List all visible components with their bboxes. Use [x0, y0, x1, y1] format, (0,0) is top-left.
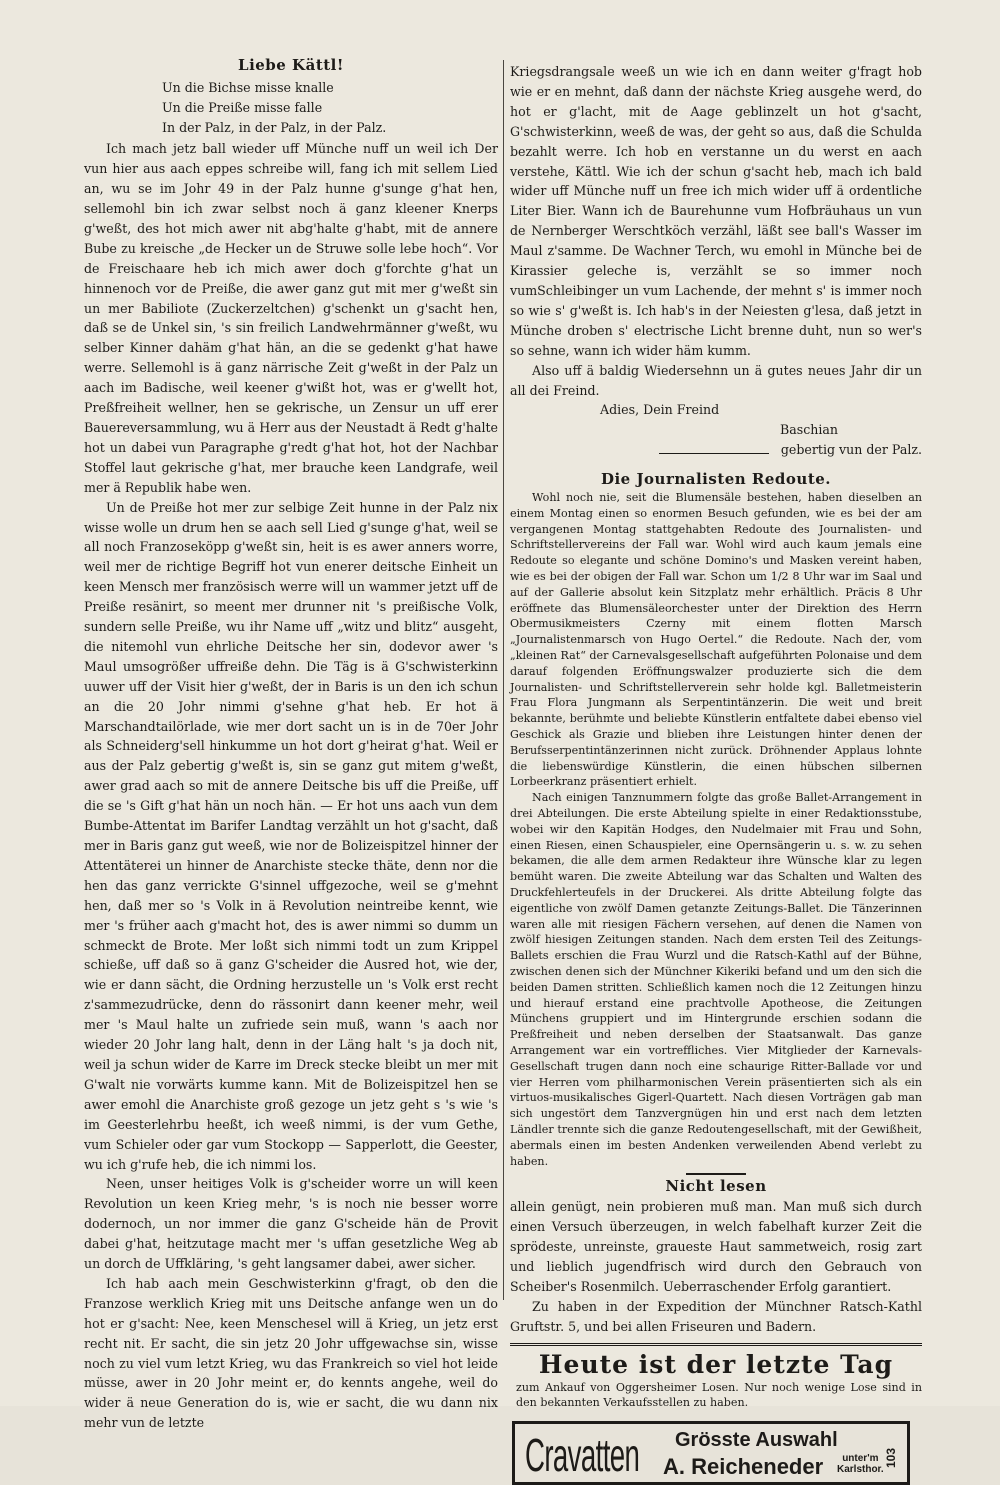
notice-paragraph: allein genügt, nein probieren muß man. Man muß sich durch einen Versuch überzeugen, in welch fabelhaft kurzer Zeit die sprödeste, unreinste, graueste Haut sammetweich, rosig zart und lieblich jugendfrisch wird durch den Gebrauch von Scheiber's Rosenmilch. Ueberraschender Erfolg garantiert.: [510, 1199, 922, 1294]
article-body: [510, 490, 922, 1169]
article-paragraph: Wohl noch nie, seit die Blumensäle bestehen, haben dieselben an einem Montag einen so enormen Besuch gefunden, wie es bei der am vergangenen Montag stattgehabten Redoute des Journalisten- und Schriftstellervereins der Fall war. Wohl wird auch kaum jemals eine Redoute so elegante und schöne Domino's und Masken vereint haben, wie es bei der obigen der Fall war. Schon um 1/2 8 Uhr war im Saal und auf der Gallerie absolut kein Sitzplatz mehr erhältlich. Präcis 8 Uhr eröffnete das Blumensäleorchester unter der Direktion des Herrn Obermusikmeisters Czerny mit einem flotten Marsch „Journalistenmarsch von Hugo Oertel.“ die Redoute. Nach der, vom „kleinen Rat“ der Carnevalsgesellschaft aufgeführten Polonaise und dem darauf folgenden Eröffnungswalzer produzierte sich die dem Journalisten- und Schriftstellerverein sehr holde kgl. Balletmeisterin Frau Flora Jungmann als Serpentintänzerin. Die weit und breit bekannte, berühmte und beliebte Künstlerin entfaltete dabei ebenso viel Geschick als Grazie und blieben ihre Leistungen hinter denen der Berufsserpentintänzerinnen nicht zurück. Dröhnender Applaus lohnte die liebenswürdige Künstlerin, die einen hübschen silbernen Lorbeerkranz präsentiert erhielt.: [510, 491, 922, 789]
article-title: Die Journalisten Redoute.: [600, 470, 832, 489]
ad-address-line: unter'm: [842, 1452, 879, 1464]
verse-line: Un die Preiße misse falle: [162, 99, 323, 115]
letter-continuation: Kriegsdrangsale weeß un wie ich en dann weiter g'fragt hob wie er en mehnt, daß dann der nächste Krieg ausgehe werd, do hot er g'lacht, mit de Aage geblinzelt un hot g'sacht, G'schwisterkinn, weeß de was, der geht so aus, daß die Schulda bezahlt werre. Ich hob en verstanne un du werst en aach verstehe, Kättl. Wie ich der schun g'sacht heb, mach ich bald wider uff Münche nuff un free ich mich wider uff ä ordentliche Liter Bier. Wann ich de Baurehunne vum Hofbräuhaus un vun de Nernberger Werschtköch verzähl, läßt see ball's Wasser im Maul z'samme. De Wachner Terch, wu emohl in Münche bei de Kirassier geleche is, verzählt se so immer noch vumSchleibinger un vum Lachende, der mehnt s' is immer noch so wie s' g'weßt is. Ich hab's in der Neiesten g'lesa, daß jetzt in Münche droben s' electrische Licht brenne duht, nun so wer's so sehne, wann ich wider häm kumm.: [510, 64, 922, 358]
banner-rule: [510, 1343, 922, 1346]
ad-address: [837, 1453, 884, 1475]
signature-line: [510, 440, 922, 460]
verse-line: Un die Bichse misse knalle: [162, 79, 334, 95]
signature-rule: [659, 453, 769, 454]
signature-origin: gebertig vun der Palz.: [780, 442, 922, 458]
letter-closing: Also uff ä baldig Wiedersehnn un ä gutes neues Jahr dir un all dei Freind.: [510, 362, 922, 398]
banner-title: Heute ist der letzte Tag: [538, 1349, 894, 1379]
notice-paragraph: Zu haben in der Expedition der Münchner Ratsch-Kathl Gruftstr. 5, und bei allen Friseuren und Badern.: [510, 1298, 922, 1334]
letter-paragraph: Ich mach jetz ball wieder uff Münche nuff un weil ich Der vun hier aus aach eppes schreibe will, fang ich mit sellem Lied an, wu se im Johr 49 in der Palz hunne g'sunge g'hat hen, sellemohl bin ich zwar selbst noch ä ganz kleener Knerps g'weßt, des hot mich awer nit abg'halte g'habt, mit de annere Bube zu kreische „de Hecker un de Struwe solle lebe hoch“. Vor de Freischaare heb ich mich awer doch g'forchte g'hat un hinnenoch vor de Preiße, die awer ganz gut mit mer g'weßt sin un mer Babiliote (Zuckerzeltchen) g'schenkt un g'sacht hen, daß se de Unkel sin, 's sin freilich Landwehrmänner g'weßt, wu selber Kinner dahäm g'hat hän, an die se gedenkt g'hat hawe werre. Sellemohl is ä ganz närrische Zeit g'weßt in der Palz un aach im Badische, weil keener g'wißt hot, was er g'wellt hot, Preßfreiheit wellner, hen se gekrische, un Zensur un uff erer Bauereversammlung, wu ä Herr aus der Neustadt ä Redt g'halte hot un dabei vun Paragraphe g'redt g'hat hot, hot der Nachbar Stoffel laut gekrische g'hat, mer brauche keen Landgrafe, weil mer ä Republik habe wen.: [84, 141, 498, 495]
section-rule: [686, 1173, 746, 1175]
cravatten-ad: [512, 1421, 910, 1485]
banner-text: zum Ankauf von Oggersheimer Losen. Nur noch wenige Lose sind in den bekannten Verkaufsstellen zu haben.: [516, 1380, 922, 1410]
ad-word: Cravatten: [525, 1428, 640, 1481]
letter-paragraph: Un de Preiße hot mer zur selbige Zeit hunne in der Palz nix wisse wolle un drum hen se aach sell Lied g'sunge g'hat, weil se all noch Franzoseköpp g'weßt sin, heit is es awer anners worre, weil mer de richtige Begriff hot vun enerer deitsche Einheit un keen Mensch mer französisch werre will un wammer jetzt uff de Preiße resänirt, so meent mer drunner nit 's preißische Volk, sundern selle Preiße, wu ihr Name uff „witz und blitz“ ausgeht, die nitemohl vun ehrliche Deitsche her sin, dodevor awer 's Maul umsogrößer uffreiße dehn. Die Täg is ä G'schwisterkinn uuwer uff der Visit hier g'weßt, der in Baris is un den ich schun an die 20 Johr nimmi g'sehne g'hat heb. Er hot ä Marschandtailörlade, wie mer dort sacht un is in de 70er Johr als Schneiderg'sell hinkumme un hot dort g'heirat g'hat. Weil er aus der Palz gebertig g'weßt is, sin se ganz gut mitem g'weßt, awer grad aach so mit de annere Deitsche bis uff die Preiße, uff die se 's Gift g'hat hän un noch hän. — Er hot uns aach vun dem Bumbe-Attentat im Barifer Landtag verzählt un hot g'sacht, daß mer in Baris ganz gut weeß, wie nor de Bolizeispitzel hinner der Attentäterei un hinner de Anarchiste stecke thäte, denn nor die hen das ganz verrickte G'sinnel uffgezoche, weil se g'mehnt hen, daß mer so 's Volk in ä Revolution neintreibe kennt, wie mer 's früher aach g'macht hot, des is awer nimmi so dumm un schmeckt de Brote. Mer loßt sich nimmi todt un zum Krippel schieße, uff daß so ä ganz G'scheider die Ausred hot, wie der, wie er dann sächt, die Ordning herzustelle un 's Volk erst recht z'sammezudrücke, denn do rässonirt dann keener mehr, weil mer 's Maul halte un zufriede sein muß, wann 's aach nor wieder 20 Johr lang halt, denn in der Läng halt 's ja doch nit, weil ja schun wider de Karre im Dreck stecke bleibt un mer mit G'walt nie vorwärts kumme kann. Mit de Bolizeispitzel hen se awer emohl die Anarchiste groß gezoge un jetz geht s 's wie 's im Geesterlehrbu heeßt, ich weeß nimmi, is der vum Gethe, vum Schieler oder gar vum Stockopp — Sapperlott, die Geester, wu ich g'rufe heb, die ich nimmi los.: [84, 499, 498, 1172]
ad-firm: A. Reicheneder: [663, 1453, 824, 1479]
column-divider: [503, 60, 504, 1300]
right-column: [510, 62, 922, 1485]
letter-title: Liebe Kättl!: [238, 56, 344, 74]
verse-line: In der Palz, in der Palz, in der Palz.: [162, 119, 387, 135]
article-paragraph: Nach einigen Tanznummern folgte das große Ballet-Arrangement in drei Abteilungen. Die erste Abteilung spielte in einer Redaktionsstube, wobei wir den Kapitän Hodges, den Nudelmaier mit Frau und Sohn, einen Riesen, einen Schauspieler, eine Opernsängerin u. s. w. zu sehen bekamen, die alle dem armen Redakteur ihre Wünsche klar zu legen bemüht waren. Die zweite Abteilung war das Schalten und Walten des Druckfehlerteufels in der Druckerei. Als dritte Abteilung folgte das eigentliche von zwölf Damen getanzte Zeitungs-Ballet. Die Tänzerinnen waren alle mit riesigen Fächern versehen, auf denen die Namen von zwölf hiesigen Zeitungen standen. Nach dem ersten Teil des Zeitungs-Ballets erschien die Frau Wurzl und die Ratsch-Kathl auf der Bühne, zwischen denen sich der Münchner Kikeriki befand und um den sich die beiden Damen stritten. Schließlich kamen noch die 12 Zeitungen hinzu und hierauf erstand eine prachtvolle Apotheose, die Zeitungen Münchens gruppiert und im Hintergrunde erschien sodann die Preßfreiheit und neben derselben der Staatsanwalt. Das ganze Arrangement war ein vortreffliches. Vier Mitglieder der Karnevals-Gesellschaft trugen dann noch eine schaurige Ritter-Ballade vor und vier Herren vom philharmonischen Verein präsentierten sich als ein virtuos-musikalisches Gigerl-Quartett. Nach diesen Vorträgen gab man sich ungestört dem Tanzvergnügen hin und erst nach dem letzten Ländler trennte sich die ganze Redoutengesellschaft, mit der Gewißheit, abermals einen im besten Andenken verweilenden Abend verlebt zu haben.: [510, 791, 922, 1168]
letter-farewell: Adies, Dein Freind: [600, 402, 720, 418]
signature-name: Baschian: [780, 422, 839, 438]
ad-address-line: Karlsthor.: [837, 1463, 884, 1475]
ad-number: 103: [884, 1447, 898, 1468]
verse: [162, 78, 498, 137]
letter-paragraph: Neen, unser heitiges Volk is g'scheider worre un will keen Revolution un keen Krieg mehr, 's is noch nie besser worre dodernoch, un nor immer die ganz G'scheide hän de Provit dabei g'hat, heitzutage macht mer 's uffan gesetzliche Weg ab un dorch de Uffkläring, 's geht langsamer dabei, awer sicher.: [84, 1176, 498, 1272]
notice-title: Nicht lesen: [665, 1177, 767, 1196]
letter-paragraph: Ich hab aach mein Geschwisterkinn g'fragt, ob den die Franzose werklich Krieg mit uns Deitsche anfange wen un do hot er g'sacht: Nee, keen Menschesel will ä Krieg, un jetz erst recht nit. Er sacht, die sin jetz 20 Johr uffgewachse sin, wisse noch zu viel vum letzt Krieg, wu das Frankreich so viel hot leide müsse, awer in 20 Johr meint er, do kennts angehe, weil do wider ä neue Generation do is, wie er sacht, die wu dann nix mehr vun de letzte: [84, 1275, 498, 1431]
left-column: [84, 56, 498, 1433]
ad-tagline: Grösste Auswahl: [675, 1428, 838, 1451]
